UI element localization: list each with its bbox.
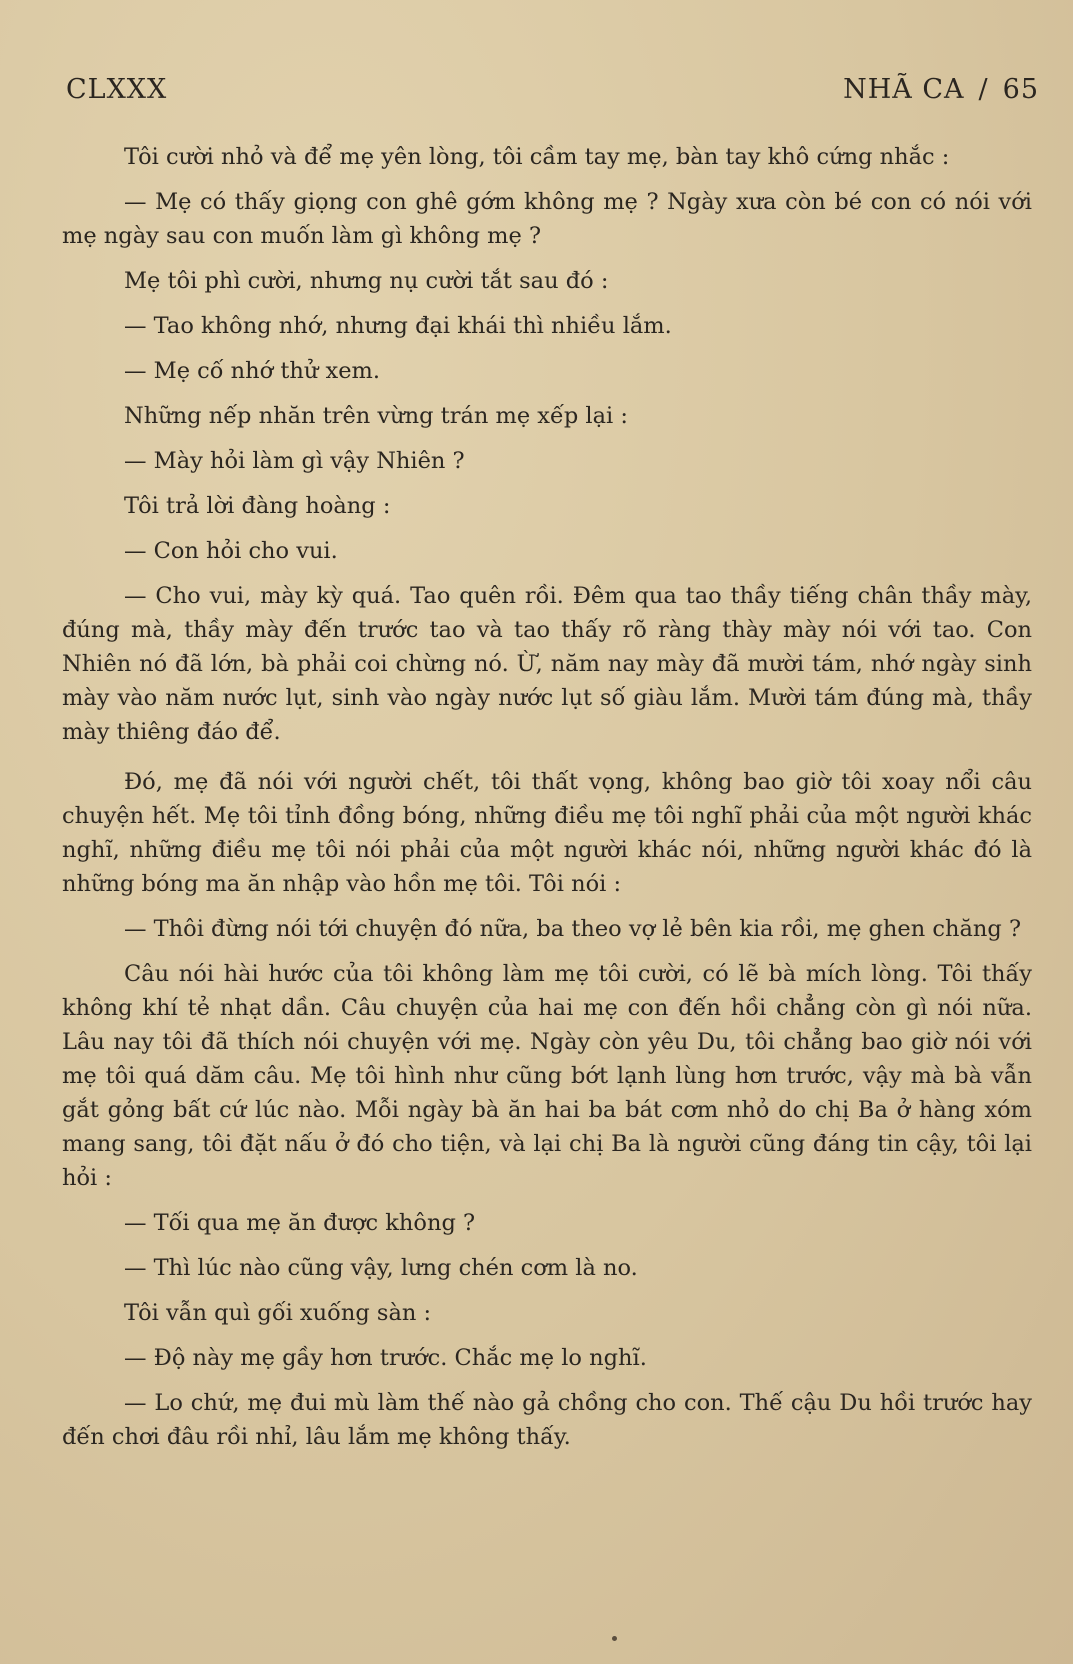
paragraph: Những nếp nhăn trên vừng trán mẹ xếp lại : xyxy=(124,403,628,429)
paragraph: Đó, mẹ đã nói với người chết, tôi thất vọng, không bao giờ tôi xoay nổi câu chuyện hết. Mẹ tôi tỉnh đồng bóng, những điều mẹ tôi nghĩ phải của một người khác nghĩ, những điều mẹ tôi nói phải của một người khác nói, những người khác đó là những bóng ma ăn nhập vào hồn mẹ tôi. Tôi nói : xyxy=(62,769,1032,897)
paragraph: — Mẹ cố nhớ thử xem. xyxy=(124,358,381,384)
paragraph: — Lo chứ, mẹ đui mù làm thế nào gả chồng cho con. Thế cậu Du hồi trước hay đến chơi đâu rồi nhỉ, lâu lắm mẹ không thấy. xyxy=(62,1390,1032,1450)
paragraph: — Độ này mẹ gầy hơn trước. Chắc mẹ lo nghĩ. xyxy=(124,1345,647,1371)
page-header xyxy=(66,74,1039,114)
paragraph: Tôi vẫn quì gối xuống sàn : xyxy=(124,1300,432,1326)
paragraph: — Thì lúc nào cũng vậy, lưng chén cơm là no. xyxy=(124,1255,638,1281)
paragraph: — Mày hỏi làm gì vậy Nhiên ? xyxy=(124,448,465,474)
paragraph: Tôi cười nhỏ và để mẹ yên lòng, tôi cầm tay mẹ, bàn tay khô cứng nhắc : xyxy=(124,144,950,170)
paragraph: — Mẹ có thấy giọng con ghê gớm không mẹ ? Ngày xưa còn bé con có nói với mẹ ngày sau con muốn làm gì không mẹ ? xyxy=(62,189,1032,249)
paragraph: Câu nói hài hước của tôi không làm mẹ tôi cười, có lẽ bà mích lòng. Tôi thấy không khí tẻ nhạt dần. Câu chuyện của hai mẹ con đến hồi chẳng còn gì nói nữa. Lâu nay tôi đã thích nói chuyện với mẹ. Ngày còn yêu Du, tôi chẳng bao giờ nói với mẹ tôi quá dăm câu. Mẹ tôi hình như cũng bớt lạnh lùng hơn trước, vậy mà bà vẫn gắt gỏng bất cứ lúc nào. Mỗi ngày bà ăn hai ba bát cơm nhỏ do chị Ba ở hàng xóm mang sang, tôi đặt nấu ở đó cho tiện, và lại chị Ba là người cũng đáng tin cậy, tôi lại hỏi : xyxy=(62,961,1032,1191)
body-text xyxy=(62,140,1032,1465)
paragraph: — Cho vui, mày kỳ quá. Tao quên rồi. Đêm qua tao thầy tiếng chân thầy mày, đúng mà, thầy mày đến trước tao và tao thấy rõ ràng thày mày nói với tao. Con Nhiên nó đã lớn, bà phải coi chừng nó. Ừ, năm nay mày đã mười tám, nhớ ngày sinh mày vào năm nước lụt, sinh vào ngày nước lụt số giàu lắm. Mười tám đúng mà, thầy mày thiêng đáo để. xyxy=(62,583,1032,745)
paragraph: Tôi trả lời đàng hoàng : xyxy=(124,493,391,519)
running-title xyxy=(843,74,1039,105)
paragraph: — Tao không nhớ, nhưng đại khái thì nhiều lắm. xyxy=(124,313,672,339)
author-name: NHÃ CA xyxy=(843,74,965,105)
paragraph: — Con hỏi cho vui. xyxy=(124,538,338,564)
paragraph: Mẹ tôi phì cười, nhưng nụ cười tắt sau đó : xyxy=(124,268,609,294)
header-separator: / xyxy=(978,74,989,105)
paragraph: — Tối qua mẹ ăn được không ? xyxy=(124,1210,476,1236)
chapter-number: CLXXX xyxy=(66,74,168,105)
ink-speck xyxy=(612,1636,617,1641)
paragraph: — Thôi đừng nói tới chuyện đó nữa, ba theo vợ lẻ bên kia rồi, mẹ ghen chăng ? xyxy=(124,916,1022,942)
page-number: 65 xyxy=(1002,74,1039,105)
